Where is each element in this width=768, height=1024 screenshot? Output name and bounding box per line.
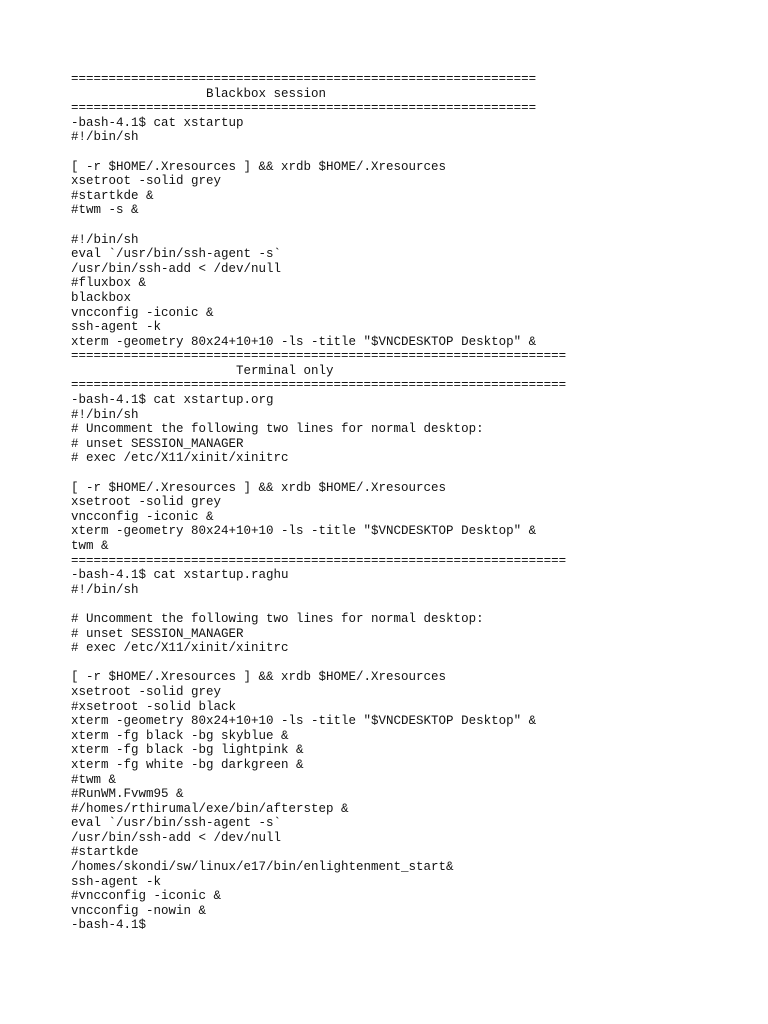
text-line: Blackbox session — [71, 86, 327, 101]
text-line: #startkde — [71, 845, 139, 860]
text-line: # unset SESSION_MANAGER — [71, 626, 244, 641]
text-line: ================================================================== — [71, 553, 567, 568]
document-text — [71, 72, 751, 933]
text-line: Terminal only — [71, 363, 334, 378]
text-line: vncconfig -iconic & — [71, 305, 214, 320]
text-line: #!/bin/sh — [71, 130, 139, 145]
text-line: xsetroot -solid grey — [71, 174, 222, 189]
text-line: #startkde & — [71, 188, 154, 203]
blank-line — [71, 218, 751, 233]
text-line: blackbox — [71, 290, 132, 305]
text-line: #fluxbox & — [71, 276, 147, 291]
text-line: vncconfig -iconic & — [71, 509, 214, 524]
text-line: /usr/bin/ssh-add < /dev/null — [71, 261, 282, 276]
text-line: twm & — [71, 539, 109, 553]
text-line: #twm -s & — [71, 203, 139, 218]
text-line: ================================================================== — [71, 378, 567, 393]
text-line: vncconfig -nowin & — [71, 903, 207, 918]
text-line: # unset SESSION_MANAGER — [71, 436, 244, 451]
text-line: #!/bin/sh — [71, 582, 139, 597]
blank-line — [71, 466, 751, 481]
text-line: xsetroot -solid grey — [71, 495, 222, 510]
text-line: # exec /etc/X11/xinit/xinitrc — [71, 641, 289, 656]
text-line: -bash-4.1$ — [71, 918, 147, 933]
text-line: #/homes/rthirumal/exe/bin/afterstep & — [71, 801, 349, 816]
text-line: -bash-4.1$ cat xstartup.raghu — [71, 568, 289, 583]
blank-line — [71, 145, 751, 160]
text-line: -bash-4.1$ cat xstartup — [71, 115, 244, 130]
text-line: # Uncomment the following two lines for normal desktop: — [71, 611, 484, 626]
text-line: ============================================================== — [71, 72, 537, 86]
text-line: # Uncomment the following two lines for normal desktop: — [71, 422, 484, 437]
text-line: [ -r $HOME/.Xresources ] && xrdb $HOME/.Xresources — [71, 159, 447, 174]
text-line: #xsetroot -solid black — [71, 699, 237, 714]
text-line: #twm & — [71, 772, 117, 787]
text-line: -bash-4.1$ cat xstartup.org — [71, 393, 274, 408]
blank-line — [71, 656, 751, 671]
text-line: eval `/usr/bin/ssh-agent -s` — [71, 247, 282, 262]
text-line: [ -r $HOME/.Xresources ] && xrdb $HOME/.Xresources — [71, 480, 447, 495]
text-line: ssh-agent -k — [71, 320, 162, 335]
blank-line — [71, 597, 751, 612]
text-line: xterm -geometry 80x24+10+10 -ls -title "$VNCDESKTOP Desktop" & — [71, 714, 537, 729]
text-line: xterm -geometry 80x24+10+10 -ls -title "$VNCDESKTOP Desktop" & — [71, 334, 537, 349]
text-line: xterm -fg black -bg skyblue & — [71, 728, 289, 743]
text-line: xterm -fg black -bg lightpink & — [71, 743, 304, 758]
text-line: eval `/usr/bin/ssh-agent -s` — [71, 816, 282, 831]
text-line: xterm -geometry 80x24+10+10 -ls -title "$VNCDESKTOP Desktop" & — [71, 524, 537, 539]
text-line: #vncconfig -iconic & — [71, 889, 222, 904]
text-line: # exec /etc/X11/xinit/xinitrc — [71, 451, 289, 466]
text-line: #!/bin/sh — [71, 407, 139, 422]
text-line: xterm -fg white -bg darkgreen & — [71, 757, 304, 772]
text-line: [ -r $HOME/.Xresources ] && xrdb $HOME/.Xresources — [71, 670, 447, 685]
text-line: xsetroot -solid grey — [71, 684, 222, 699]
text-line: #!/bin/sh — [71, 232, 139, 247]
text-line: ================================================================== — [71, 349, 567, 364]
text-line: #RunWM.Fvwm95 & — [71, 787, 184, 802]
text-line: /usr/bin/ssh-add < /dev/null — [71, 830, 282, 845]
text-line: ============================================================== — [71, 101, 537, 116]
text-line: /homes/skondi/sw/linux/e17/bin/enlightenment_start& — [71, 860, 454, 875]
text-line: ssh-agent -k — [71, 874, 162, 889]
